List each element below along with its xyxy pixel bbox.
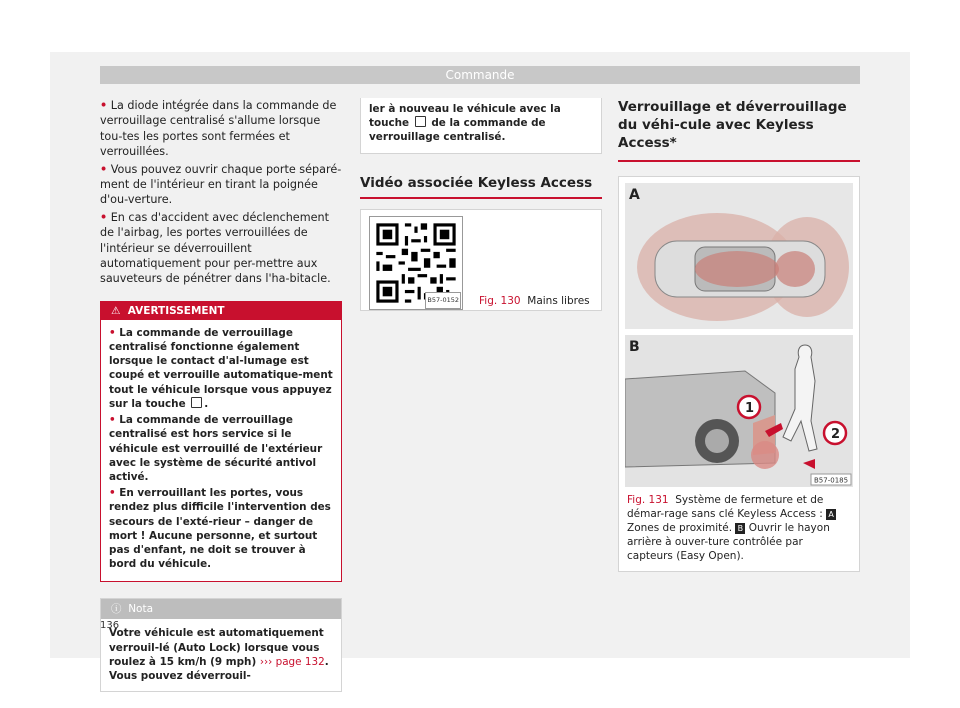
video-section-title: Vidéo associée Keyless Access (360, 176, 602, 199)
note-text: Votre véhicule est automatiquement verrouil-lé (Auto Lock) lorsque vous roulez à 15 km/h (9 mph) ››› page 132. Vous pouvez déverrouil- (109, 627, 329, 682)
qr-code[interactable] (369, 216, 463, 310)
figure-code: B57-0185 (814, 476, 849, 485)
warning-header: ⚠ AVERTISSEMENT (101, 302, 341, 320)
figure-code: B57-0152 (425, 292, 461, 309)
figure-caption: Fig. 131 Système de fermeture et de démar-rage sans clé Keyless Access : A Zones de proximité. B Ouvrir le hayon arrière à ouver-ture contrôlée par capteurs (Easy Open). (625, 493, 853, 565)
bullet-item: • La diode intégrée dans la commande de verrouillage centralisé s'allume lorsque tou-tes les portes sont fermées et verrouillées. (100, 99, 337, 159)
lock-key-icon (191, 397, 202, 408)
figure-130 (360, 209, 602, 311)
info-icon: ⓘ (111, 603, 122, 616)
column-middle (360, 98, 602, 311)
callout-1: 1 (745, 401, 755, 416)
note-continuation: ler à nouveau le véhicule avec la touche de la commande de verrouillage centralisé. (360, 98, 602, 154)
label-a-icon: A (826, 509, 836, 520)
figure-131 (618, 176, 860, 572)
panel-b-label: B (629, 339, 640, 355)
bullet-item: • Vous pouvez ouvrir chaque porte séparé-ment de l'intérieur en tirant la poignée d'ou-verture. (100, 162, 342, 207)
lock-key-icon (415, 116, 426, 127)
keyless-section-title: Verrouillage et déverrouillage du véhi-cule avec Keyless Access* (618, 98, 860, 162)
page-number: 136 (100, 620, 120, 631)
bullet-item: • En cas d'accident avec déclenchement de l'airbag, les portes verrouillées de l'intérieur se déverrouillent automatiquement pour per-mettre aux sauveteurs de pénétrer dans l'ha-bitacle. (100, 210, 331, 286)
warning-icon: ⚠ (111, 304, 121, 317)
keyless-illustration (625, 183, 853, 487)
section-header: Commande (100, 66, 860, 84)
panel-a-label: A (629, 187, 640, 203)
note-box (100, 598, 342, 692)
warning-item: • La commande de verrouillage centralisé est hors service si le véhicule est verrouillé de l'extérieur avec le système de sécurité antivol activé. (109, 414, 323, 483)
warning-item: • La commande de verrouillage centralisé fonctionne également lorsque le contact d'al-lumage est coupé et verrouille automatique-ment tout le véhicule lorsque vous appuyez sur la touche . (109, 326, 333, 410)
column-right (618, 98, 860, 572)
figure-caption: Fig. 130 Mains libres (479, 295, 590, 308)
note-header: ⓘ Nota (101, 599, 341, 619)
label-b-icon: B (735, 523, 745, 534)
warning-box (100, 301, 342, 582)
page-link[interactable]: ››› page 132 (259, 655, 325, 668)
warning-item: • En verrouillant les portes, vous rendez plus difficile l'intervention des secours de l'exté-rieur – danger de mort ! Aucune personne, et surtout pas d'enfant, ne doit se trouver à bord du véhicule. (109, 487, 331, 571)
callout-2: 2 (831, 427, 841, 442)
column-left (100, 98, 342, 692)
